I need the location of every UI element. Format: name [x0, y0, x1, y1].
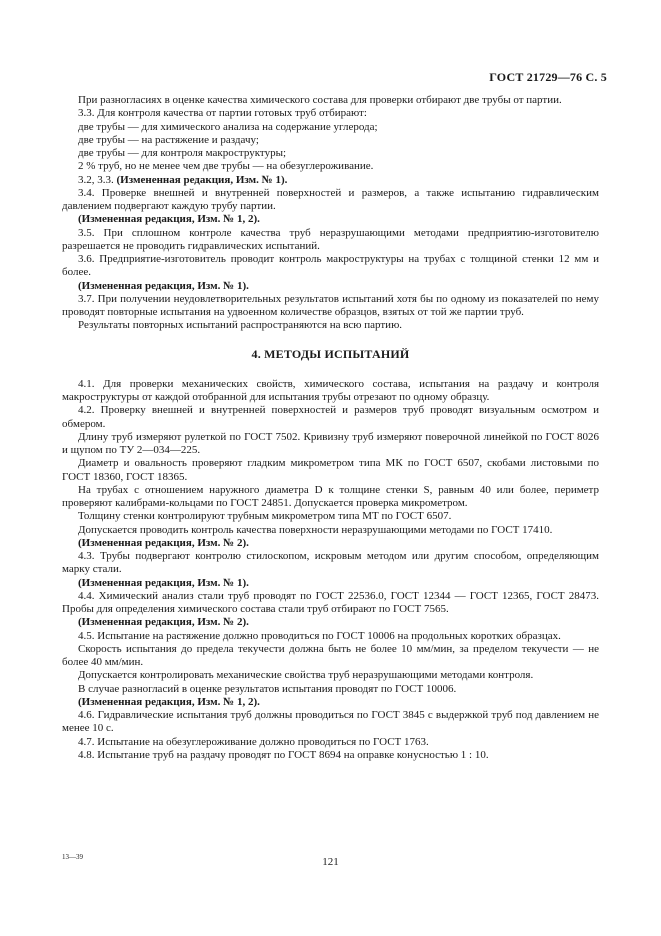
running-header: ГОСТ 21729—76 С. 5	[489, 70, 607, 84]
paragraph: 3.6. Предприятие-изготовитель проводит контроль макроструктуры на трубах с толщиной стенки 12 мм и более.	[62, 253, 599, 279]
paragraph: 2 % труб, но не менее чем две трубы — на обезуглероживание.	[78, 160, 374, 173]
revision-note: (Измененная редакция, Изм. № 1, 2).	[78, 695, 260, 708]
requirements-section	[62, 94, 599, 333]
paragraph: 3.4. Проверке внешней и внутренней поверхностей и размеров, а также испытанию гидравлическим давлением подвергают каждую трубу партии.	[62, 186, 599, 212]
paragraph: Допускается проводить контроль качества поверхности неразрушающими методами по ГОСТ 17410.	[78, 523, 553, 536]
paragraph: Допускается контролировать механические свойства труб неразрушающими методами контроля.	[78, 669, 534, 682]
revision-note: (Измененная редакция, Изм. № 1, 2).	[78, 213, 260, 226]
paragraph: 3.2, 3.3. (Измененная редакция, Изм. № 1).	[78, 173, 288, 186]
paragraph: 4.3. Трубы подвергают контролю стилоскопом, искровым методом или другим способом, определяющим марку стали.	[62, 550, 599, 576]
paragraph: 4.6. Гидравлические испытания труб должны проводиться по ГОСТ 3845 с выдержкой труб под давлением не менее 10 с.	[62, 709, 599, 735]
section-heading: 4. МЕТОДЫ ИСПЫТАНИЙ	[251, 346, 410, 361]
paragraph: 4.4. Химический анализ стали труб проводят по ГОСТ 22536.0, ГОСТ 12344 — ГОСТ 12365, ГОСТ 28473. Пробы для определения химического состава стали труб отбирают по ГОСТ 7565.	[62, 589, 599, 615]
paragraph: две трубы — для химического анализа на содержание углерода;	[78, 120, 378, 133]
paragraph: 4.1. Для проверки механических свойств, химического состава, испытания на раздачу и контроля макроструктуры от каждой отобранной для испытания трубы отрезают по одному образцу.	[62, 377, 599, 403]
page-number: 121	[322, 856, 339, 868]
paragraph: две трубы — на растяжение и раздачу;	[78, 133, 259, 146]
paragraph: 3.7. При получении неудовлетворительных результатов испытаний хотя бы по одному из показателей по нему проводят повторные испытания на удвоенном количестве образцов, взятых от той же партии труб.	[62, 292, 599, 318]
test-methods-section	[62, 378, 599, 762]
paragraph: 4.5. Испытание на растяжение должно проводиться по ГОСТ 10006 на продольных коротких образцах.	[78, 629, 561, 642]
revision-note: (Измененная редакция, Изм. № 2).	[78, 616, 249, 629]
paragraph: две трубы — для контроля макроструктуры;	[78, 147, 287, 159]
paragraph: При разногласиях в оценке качества химического состава для проверки отбирают две трубы от партии.	[78, 94, 562, 106]
revision-note: (Измененная редакция, Изм. № 1).	[78, 576, 249, 589]
revision-note: (Измененная редакция, Изм. № 1).	[78, 279, 249, 292]
paragraph: Длину труб измеряют рулеткой по ГОСТ 7502. Кривизну труб измеряют поверочной линейкой по ГОСТ 8026 и щупом по ТУ 2—034—225.	[62, 430, 599, 456]
paragraph: Диаметр и овальность проверяют гладким микрометром типа МК по ГОСТ 6507, скобами листовыми по ГОСТ 18360, ГОСТ 18365.	[62, 457, 599, 483]
paragraph: 3.5. При сплошном контроле качества труб неразрушающими методами предприятию-изготовителю разрешается не проводить гидравлических испытаний.	[62, 226, 599, 252]
paragraph: 4.2. Проверку внешней и внутренней поверхностей и размеров труб проводят визуальным осмотром и обмером.	[62, 404, 599, 430]
paragraph: 3.3. Для контроля качества от партии готовых труб отбирают:	[78, 107, 367, 120]
revision-note: (Измененная редакция, Изм. № 1).	[116, 173, 288, 186]
paragraph: В случае разногласий в оценке результатов испытания проводят по ГОСТ 10006.	[78, 682, 457, 695]
paragraph: Толщину стенки контролируют трубным микрометром типа МТ по ГОСТ 6507.	[78, 510, 452, 523]
page-content	[62, 94, 599, 762]
revision-note: (Измененная редакция, Изм. № 2).	[78, 536, 249, 549]
paragraph: 4.7. Испытание на обезуглероживание должно проводиться по ГОСТ 1763.	[78, 735, 429, 748]
sheet-mark: 13—39	[62, 853, 83, 861]
paragraph: 4.8. Испытание труб на раздачу проводят по ГОСТ 8694 на оправке конусностью 1 : 10.	[78, 748, 489, 761]
paragraph: На трубах с отношением наружного диаметра D к толщине стенки S, равным 40 или более, периметр проверяют калибрами-кольцами по ГОСТ 24851. Допускается проверка микрометром.	[62, 483, 599, 509]
paragraph: Результаты повторных испытаний распространяются на всю партию.	[78, 319, 403, 332]
paragraph: Скорость испытания до предела текучести должна быть не более 10 мм/мин, за пределом текучести — не более 40 мм/мин.	[62, 642, 599, 668]
